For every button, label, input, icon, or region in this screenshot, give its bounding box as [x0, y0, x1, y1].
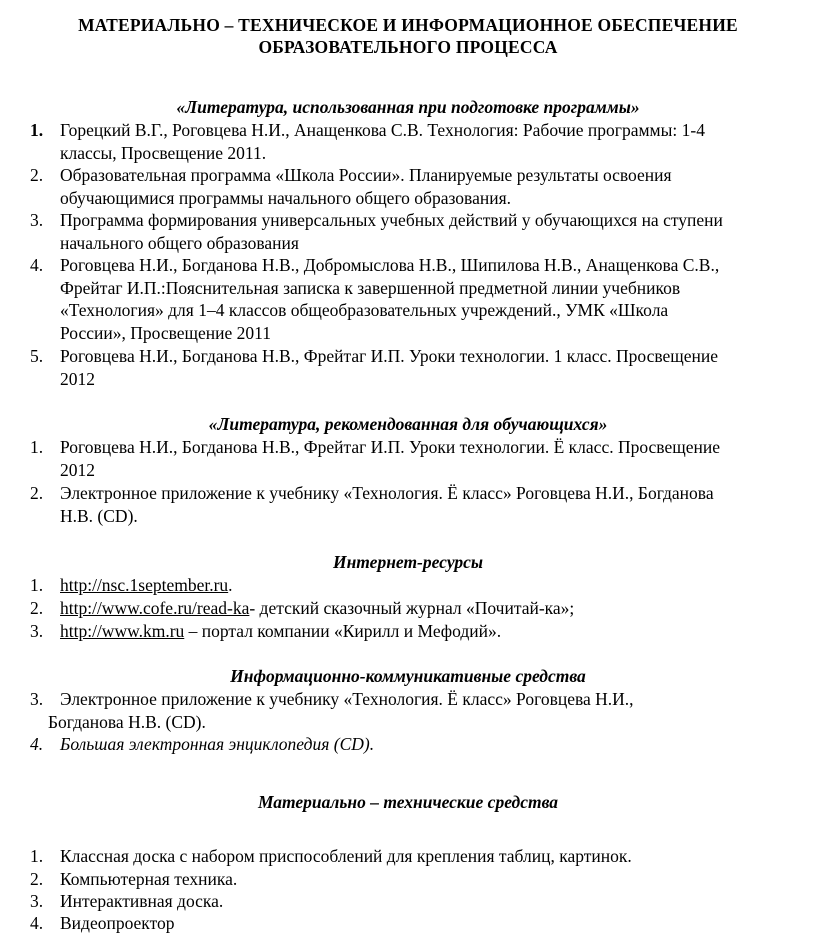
list-item-text: «Технология» для 1–4 классов общеобразовательных учреждений., УМК «Школа	[60, 300, 669, 320]
list-item	[30, 436, 812, 481]
list-item-text: Компьютерная техника.	[60, 869, 238, 889]
list-number: 2.	[30, 869, 44, 889]
list-item-text: Роговцева Н.И., Богданова Н.В., Фрейтаг И.П. Уроки технологии. Ё класс. Просвещение	[60, 437, 720, 457]
list-number: 1.	[30, 846, 44, 866]
link-km-ru[interactable]: http://www.km.ru	[60, 621, 185, 641]
list-number: 3.	[30, 689, 44, 709]
list-number: 3.	[30, 891, 44, 911]
list-number: 5.	[30, 346, 44, 366]
list-item-text: Большая электронная энциклопедия (CD).	[60, 734, 375, 754]
list-item	[30, 845, 812, 868]
list-item-text: Роговцева Н.И., Богданова Н.В., Фрейтаг И.П. Уроки технологии. 1 класс. Просвещение	[60, 346, 719, 366]
section-heading-literature-used: «Литература, использованная при подготовке программы»	[176, 97, 640, 117]
section-heading-info-communication-means: Информационно-коммуникативные средства	[230, 666, 586, 686]
list-item-text: Электронное приложение к учебнику «Технология. Ё класс» Роговцева Н.И.,	[60, 689, 634, 709]
list-item-text: - детский сказочный журнал «Почитай-ка»;	[249, 598, 575, 618]
list-number: 1.	[30, 120, 44, 140]
list-number: 4.	[30, 913, 44, 933]
list-item-text: Фрейтаг И.П.:Пояснительная записка к завершенной предметной линии учебников	[60, 277, 681, 298]
list-item-text: Богданова Н.В. (CD).	[48, 711, 206, 732]
list-item	[30, 164, 812, 209]
list-item-text: классы, Просвещение 2011.	[60, 142, 267, 163]
list-number: 4.	[30, 255, 44, 275]
document-title	[0, 14, 816, 58]
list-item-text: Образовательная программа «Школа России». Планируемые результаты освоения	[60, 165, 672, 185]
list-item	[30, 868, 812, 891]
list-item	[30, 597, 812, 620]
title-line-1: МАТЕРИАЛЬНО – ТЕХНИЧЕСКОЕ И ИНФОРМАЦИОННОЕ ОБЕСПЕЧЕНИЕ	[78, 15, 738, 35]
list-number: 1.	[30, 575, 44, 595]
list-item	[30, 209, 812, 254]
list-item-text: Интерактивная доска.	[60, 891, 224, 911]
list-item-text: 2012	[60, 459, 95, 480]
list-number: 2.	[30, 165, 44, 185]
list-item	[30, 890, 812, 913]
section-heading-literature-recommended: «Литература, рекомендованная для обучающихся»	[208, 414, 608, 434]
list-item-text: обучающимися программы начального общего образования.	[60, 187, 511, 208]
list-item-text: начального общего образования	[60, 232, 299, 253]
list-item-text: Горецкий В.Г., Роговцева Н.И., Анащенкова С.В. Технология: Рабочие программы: 1-4	[60, 120, 705, 140]
list-item	[30, 254, 812, 344]
list-item	[30, 482, 812, 527]
list-number: 2.	[30, 483, 44, 503]
list-item-text: Видеопроектор	[60, 913, 175, 933]
list-item	[30, 912, 812, 935]
list-item-text: Электронное приложение к учебнику «Технология. Ё класс» Роговцева Н.И., Богданова	[60, 483, 714, 503]
list-item	[30, 574, 812, 597]
title-line-2: ОБРАЗОВАТЕЛЬНОГО ПРОЦЕССА	[258, 37, 558, 57]
link-nsc-1september[interactable]: http://nsc.1september.ru	[60, 575, 229, 595]
list-item-text: .	[228, 575, 233, 595]
section-heading-material-technical-means: Материально – технические средства	[257, 792, 559, 812]
list-item-text: Классная доска с набором приспособлений для крепления таблиц, картинок.	[60, 846, 632, 866]
list-number: 3.	[30, 621, 44, 641]
link-cofe-read-ka[interactable]: http://www.cofe.ru/read-ka	[60, 598, 250, 618]
list-item	[30, 620, 812, 643]
list-item-text: 2012	[60, 368, 95, 389]
list-number: 4.	[30, 734, 44, 754]
list-number: 1.	[30, 437, 44, 457]
list-item	[30, 733, 812, 756]
list-item	[30, 345, 812, 390]
list-item	[30, 119, 812, 164]
list-item-text: Роговцева Н.И., Богданова Н.В., Добромыслова Н.В., Шипилова Н.В., Анащенкова С.В.,	[60, 255, 720, 275]
list-item-text: – портал компании «Кирилл и Мефодий».	[184, 621, 502, 641]
list-item-text: Программа формирования универсальных учебных действий у обучающихся на ступени	[60, 210, 723, 230]
list-number: 2.	[30, 598, 44, 618]
list-item-text: России», Просвещение 2011	[60, 322, 271, 343]
section-heading-internet-resources: Интернет-ресурсы	[332, 552, 484, 572]
list-item	[30, 688, 812, 733]
list-number: 3.	[30, 210, 44, 230]
list-item-text: Н.В. (CD).	[60, 505, 138, 526]
